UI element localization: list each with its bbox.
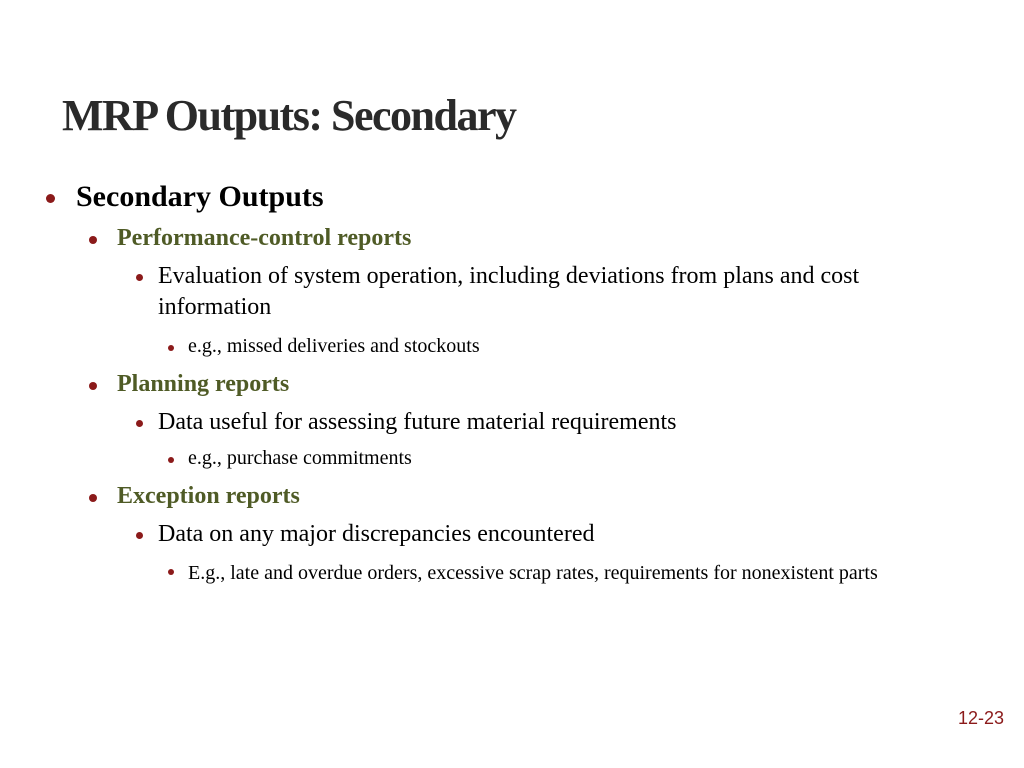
bullet-icon xyxy=(168,345,174,351)
bullet-icon xyxy=(89,236,97,244)
performance-control-example: e.g., missed deliveries and stockouts xyxy=(188,335,480,357)
bullet-icon xyxy=(89,382,97,390)
bullet-icon xyxy=(168,457,174,463)
planning-reports-example: e.g., purchase commitments xyxy=(188,447,412,469)
exception-reports-detail: Data on any major discrepancies encountered xyxy=(158,521,595,547)
bullet-icon xyxy=(136,532,143,539)
bullet-icon xyxy=(136,420,143,427)
planning-reports-label: Planning reports xyxy=(117,371,290,397)
slide-title: MRP Outputs: Secondary xyxy=(62,91,516,140)
exception-reports-label: Exception reports xyxy=(117,483,300,509)
performance-control-label: Performance-control reports xyxy=(117,225,412,251)
planning-reports-detail: Data useful for assessing future material requirements xyxy=(158,409,677,435)
bullet-icon xyxy=(46,194,55,203)
bullet-icon xyxy=(89,494,97,502)
bullet-icon xyxy=(168,569,174,575)
performance-control-detail: Evaluation of system operation, including deviations from plans and cost information xyxy=(158,263,860,320)
exception-reports-example: E.g., late and overdue orders, excessive scrap rates, requirements for nonexistent parts xyxy=(188,562,878,584)
heading-secondary-outputs: Secondary Outputs xyxy=(76,180,324,213)
page-number: 12-23 xyxy=(957,708,1004,728)
bullet-icon xyxy=(136,274,143,281)
